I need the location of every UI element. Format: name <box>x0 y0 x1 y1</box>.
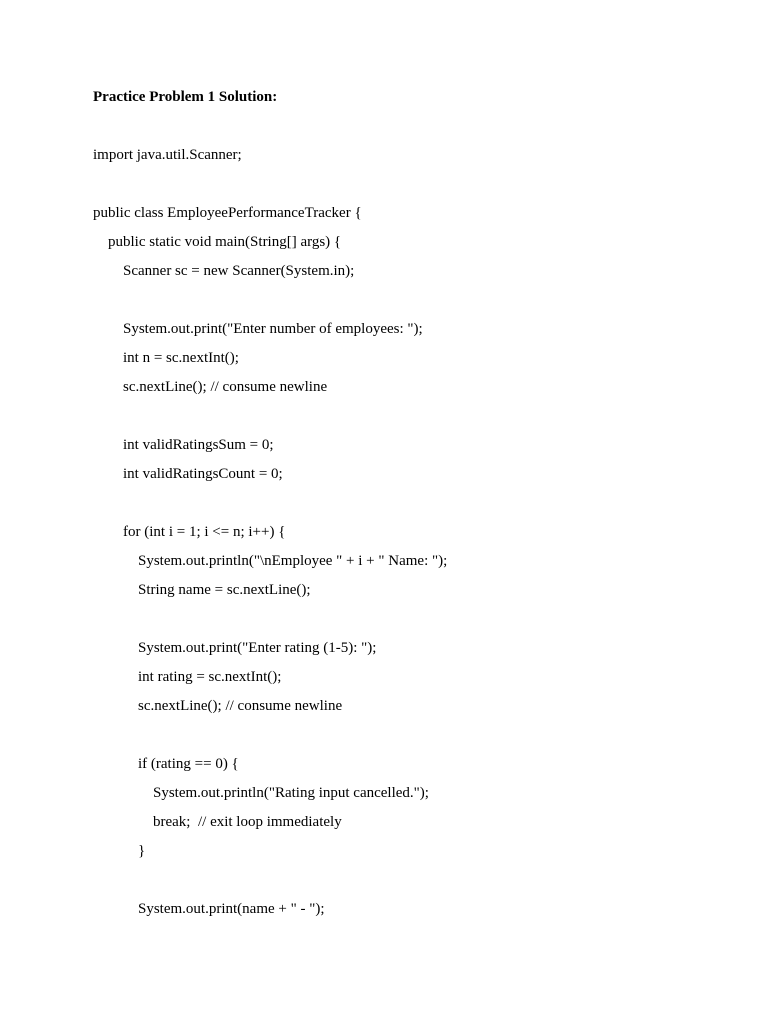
code-line-class-declaration: public class EmployeePerformanceTracker { <box>93 205 362 221</box>
code-line-consume-newline: sc.nextLine(); // consume newline <box>93 379 328 395</box>
code-line-break: break; // exit loop immediately <box>93 814 342 830</box>
code-line-read-rating: int rating = sc.nextInt(); <box>93 669 282 685</box>
code-line-print-employee-name: System.out.println("\nEmployee " + i + " Name: "); <box>93 553 448 569</box>
code-line-for-loop: for (int i = 1; i <= n; i++) { <box>93 524 286 540</box>
code-line-if-rating-zero: if (rating == 0) { <box>93 756 239 772</box>
code-line-main-method: public static void main(String[] args) { <box>93 234 342 250</box>
code-line-read-name: String name = sc.nextLine(); <box>93 582 311 598</box>
code-line-ratings-count: int validRatingsCount = 0; <box>93 466 283 482</box>
code-line-print-cancelled: System.out.println("Rating input cancelled."); <box>93 785 429 801</box>
code-line-print-name: System.out.print(name + " - "); <box>93 901 325 917</box>
code-line-prompt-employees: System.out.print("Enter number of employees: "); <box>93 321 423 337</box>
code-line-prompt-rating: System.out.print("Enter rating (1-5): "); <box>93 640 377 656</box>
document-title: Practice Problem 1 Solution: <box>93 89 278 105</box>
code-line-scanner-init: Scanner sc = new Scanner(System.in); <box>93 263 355 279</box>
code-line-close-if: } <box>93 843 146 859</box>
code-line-read-n: int n = sc.nextInt(); <box>93 350 239 366</box>
code-line-consume-newline-2: sc.nextLine(); // consume newline <box>93 698 343 714</box>
code-line-ratings-sum: int validRatingsSum = 0; <box>93 437 274 453</box>
code-line-import: import java.util.Scanner; <box>93 147 242 163</box>
